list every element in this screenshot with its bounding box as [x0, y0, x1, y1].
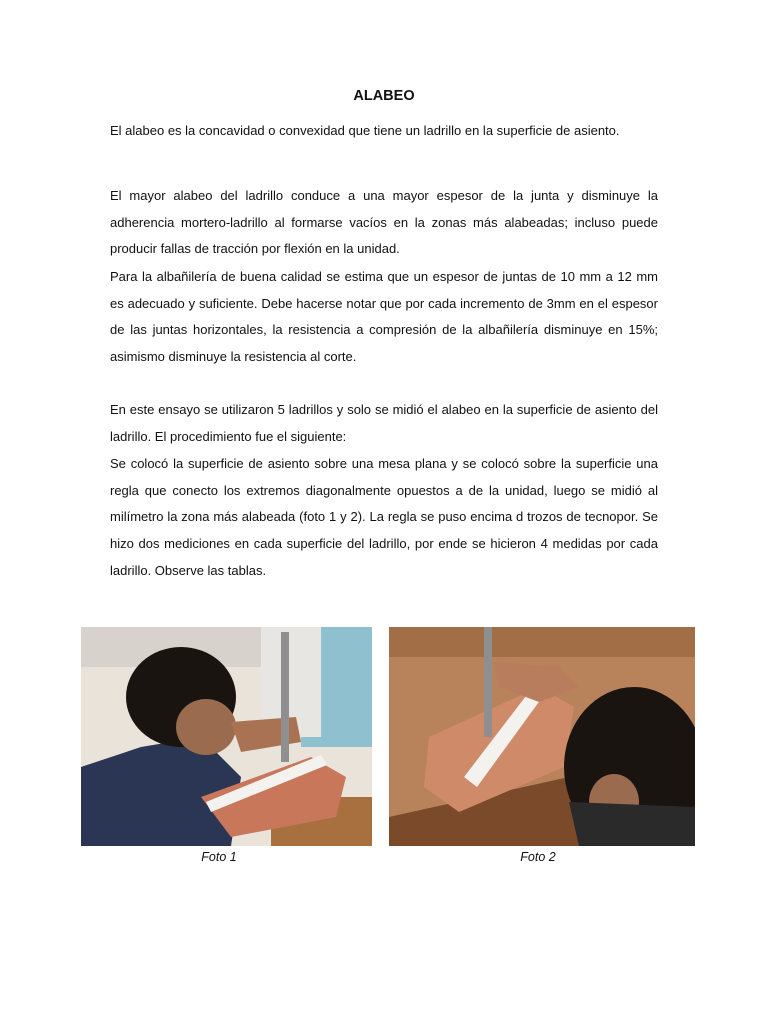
- photo-2-image: [389, 627, 695, 846]
- paragraph-procedure: Se colocó la superficie de asiento sobre una mesa plana y se colocó sobre la superficie una regla que conecto los extremos diagonalmente opuestos a de la unidad, luego se midió al milímetro la zona más alabeada (foto 1 y 2). La regla se puso encima d trozos de tecnopor. Se hizo dos mediciones en cada superficie del ladrillo, por ende se hicieron 4 medidas por cada ladrillo. Observe las tablas.: [110, 456, 658, 578]
- paragraph-effects: El mayor alabeo del ladrillo conduce a una mayor espesor de la junta y disminuye la adherencia mortero-ladrillo al formarse vacíos en la zonas más alabeadas; incluso puede producir fallas de tracción por flexión en la unidad.: [110, 188, 658, 257]
- photo-2-caption: Foto 2: [520, 850, 556, 864]
- paragraph-definition: El alabeo es la concavidad o convexidad que tiene un ladrillo en la superficie de asiento.: [110, 123, 620, 138]
- photo-1: [81, 627, 372, 846]
- photo-1-caption: Foto 1: [201, 850, 237, 864]
- page-title: ALABEO: [353, 88, 415, 104]
- photo-2: [389, 627, 695, 846]
- paragraph-joint-thickness: Para la albañilería de buena calidad se estima que un espesor de juntas de 10 mm a 12 mm es adecuado y suficiente. Debe hacerse notar que por cada incremento de 3mm en el espesor de las juntas horizontales, la resistencia a compresión de la albañilería disminuye en 15%; asimismo disminuye la resistencia al corte.: [110, 269, 658, 365]
- paragraph-test-intro: En este ensayo se utilizaron 5 ladrillos y solo se midió el alabeo en la superficie de asiento del ladrillo. El procedimiento fue el siguiente:: [110, 402, 658, 444]
- photo-1-image: [81, 627, 372, 846]
